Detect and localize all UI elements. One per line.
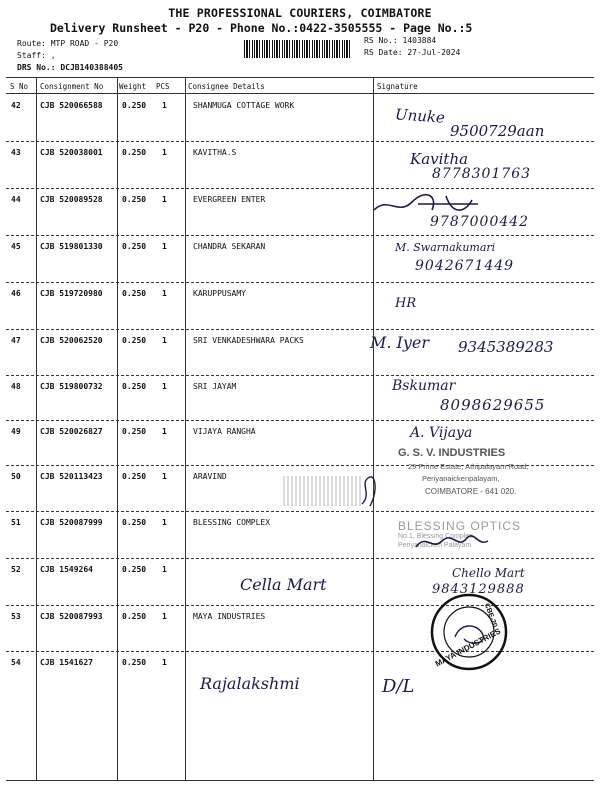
signature-52-phone: 9843129888: [432, 582, 525, 597]
row-separator: [6, 282, 594, 283]
row-sno: 51: [11, 518, 21, 527]
row-separator: [6, 235, 594, 236]
row-consignment: CJB 520062520: [40, 336, 103, 345]
row-sno: 45: [11, 242, 21, 251]
col-header-signature: Signature: [377, 82, 418, 91]
stamp-blessing-line2: Periyanaicken Palayam: [398, 542, 472, 549]
row-consignment: CJB 520038001: [40, 148, 103, 157]
row-pcs: 1: [162, 336, 167, 345]
row-weight: 0.250: [122, 427, 147, 436]
rs-number: RS No.: 1403884: [364, 36, 437, 45]
row-pcs: 1: [162, 242, 167, 251]
row-consignment: CJB 519801330: [40, 242, 103, 251]
signature-48-name: Bskumar: [392, 378, 456, 394]
row-weight: 0.250: [122, 336, 147, 345]
signature-52-left: Cella Mart: [240, 575, 327, 594]
row-sno: 48: [11, 382, 21, 391]
row-pcs: 1: [162, 518, 167, 527]
route-label: Route: MTP ROAD - P20: [17, 39, 119, 48]
row-weight: 0.250: [122, 472, 147, 481]
signature-50-scribble: [356, 474, 382, 510]
row-consignee: KARUPPUSAMY: [193, 289, 246, 298]
stamp-blessing-line1: No.1, Blessing Complex: [398, 533, 473, 540]
row-separator: [6, 511, 594, 512]
table-row: [0, 652, 600, 699]
row-pcs: 1: [162, 427, 167, 436]
signature-54-right: D/L: [382, 676, 415, 697]
row-separator: [6, 558, 594, 559]
row-consignee: ARAVIND: [193, 472, 227, 481]
stamp-gsv-line1: 29 Prime Estate, Athipalayam Road,: [408, 462, 529, 471]
table-bottom-border: [6, 780, 594, 781]
signature-43-name: Kavitha: [410, 150, 469, 168]
row-sno: 43: [11, 148, 21, 157]
signature-44-phone: 9787000442: [430, 214, 530, 230]
row-weight: 0.250: [122, 382, 147, 391]
signature-54-left: Rajalakshmi: [200, 674, 300, 693]
col-header-weight: Weight: [119, 82, 147, 91]
row-consignment: CJB 520089528: [40, 195, 103, 204]
row-consignment: CJB 1541627: [40, 658, 93, 667]
row-sno: 50: [11, 472, 21, 481]
row-sno: 54: [11, 658, 21, 667]
row-separator: [6, 375, 594, 376]
row-pcs: 1: [162, 101, 167, 110]
signature-43-phone: 8778301763: [432, 166, 532, 182]
row-weight: 0.250: [122, 242, 147, 251]
company-title: THE PROFESSIONAL COURIERS, COIMBATORE: [168, 6, 432, 20]
header-bottom-border: [6, 93, 594, 94]
row-consignment: CJB 520066588: [40, 101, 103, 110]
signature-42-name: Unuke: [394, 105, 446, 127]
row-sno: 53: [11, 612, 21, 621]
signature-46-name: HR: [395, 296, 417, 311]
signature-47-phone: 9345389283: [458, 338, 554, 356]
row-pcs: 1: [162, 612, 167, 621]
runsheet-title: Delivery Runsheet - P20 - Phone No.:0422-3505555 - Page No.:5: [50, 21, 473, 35]
row-weight: 0.250: [122, 195, 147, 204]
stamp-gsv-line3: COIMBATORE - 641 020.: [425, 487, 517, 496]
row-consignee: MAYA INDUSTRIES: [193, 612, 266, 621]
row-pcs: 1: [162, 382, 167, 391]
col-header-consignment: Consignment No: [40, 82, 104, 91]
seal-text: MAYA INDUSTRIES: [433, 626, 503, 669]
staff-label: Staff: ,: [17, 51, 56, 60]
row-pcs: 1: [162, 658, 167, 667]
row-consignee: EVERGREEN ENTER: [193, 195, 266, 204]
row-sno: 52: [11, 565, 21, 574]
row-consignment: CJB 519720980: [40, 289, 103, 298]
row-pcs: 1: [162, 472, 167, 481]
row-separator: [6, 329, 594, 330]
table-top-border: [6, 77, 594, 78]
row-consignment: CJB 1549264: [40, 565, 93, 574]
signature-51-scribble: [412, 531, 492, 553]
drs-number: DRS No.: DCJB140388405: [17, 63, 123, 72]
row-consignment: CJB 519800732: [40, 382, 103, 391]
row-consignment: CJB 520087999: [40, 518, 103, 527]
row-consignee: VIJAYA RANGHA: [193, 427, 256, 436]
row-pcs: 1: [162, 565, 167, 574]
col-header-pcs: PCS: [156, 82, 170, 91]
signature-49-name: A. Vijaya: [410, 425, 473, 441]
stamp-blessing-name: BLESSING OPTICS: [398, 519, 522, 533]
col-header-sno: S No: [10, 82, 29, 91]
row-sno: 42: [11, 101, 21, 110]
row-consignee: SRI JAYAM: [193, 382, 237, 391]
row-weight: 0.250: [122, 101, 147, 110]
row-weight: 0.250: [122, 565, 147, 574]
signature-47-name: M. Iyer: [370, 333, 430, 352]
row-consignment: CJB 520026827: [40, 427, 103, 436]
row-pcs: 1: [162, 148, 167, 157]
row-pcs: 1: [162, 195, 167, 204]
row-consignee: SHANMUGA COTTAGE WORK: [193, 101, 295, 110]
row-weight: 0.250: [122, 289, 147, 298]
rs-date: RS Date: 27-Jul-2024: [364, 48, 461, 57]
row-sno: 44: [11, 195, 21, 204]
row-consignee: CHANDRA SEKARAN: [193, 242, 266, 251]
faded-stamp: [283, 476, 363, 506]
stamp-gsv-line2: Periyanaickenpalayam,: [422, 474, 500, 483]
signature-45-name: M. Swarnakumari: [395, 241, 496, 254]
signature-52-right-name: Chello Mart: [452, 566, 525, 580]
barcode: [244, 40, 352, 58]
seal-code: CBE-20: [482, 602, 499, 629]
row-sno: 49: [11, 427, 21, 436]
table-row: [0, 421, 600, 468]
row-consignee: KAVITHA.S: [193, 148, 237, 157]
row-consignee: BLESSING COMPLEX: [193, 518, 271, 527]
row-separator: [6, 188, 594, 189]
row-separator: [6, 141, 594, 142]
row-consignee: SRI VENKADESHWARA PACKS: [193, 336, 304, 345]
signature-45-phone: 9042671449: [415, 258, 515, 274]
row-weight: 0.250: [122, 518, 147, 527]
row-consignment: CJB 520113423: [40, 472, 103, 481]
col-header-consignee: Consignee Details: [188, 82, 265, 91]
row-sno: 47: [11, 336, 21, 345]
table-row: [0, 606, 600, 653]
signature-48-phone: 8098629655: [440, 396, 546, 414]
row-weight: 0.250: [122, 148, 147, 157]
row-consignment: CJB 520087993: [40, 612, 103, 621]
table-row: [0, 283, 600, 330]
row-separator: [6, 420, 594, 421]
signature-42-phone: 9500729aan: [450, 122, 545, 140]
stamp-gsv-name: G. S. V. INDUSTRIES: [398, 447, 506, 459]
row-pcs: 1: [162, 289, 167, 298]
row-sno: 46: [11, 289, 21, 298]
row-weight: 0.250: [122, 612, 147, 621]
row-weight: 0.250: [122, 658, 147, 667]
